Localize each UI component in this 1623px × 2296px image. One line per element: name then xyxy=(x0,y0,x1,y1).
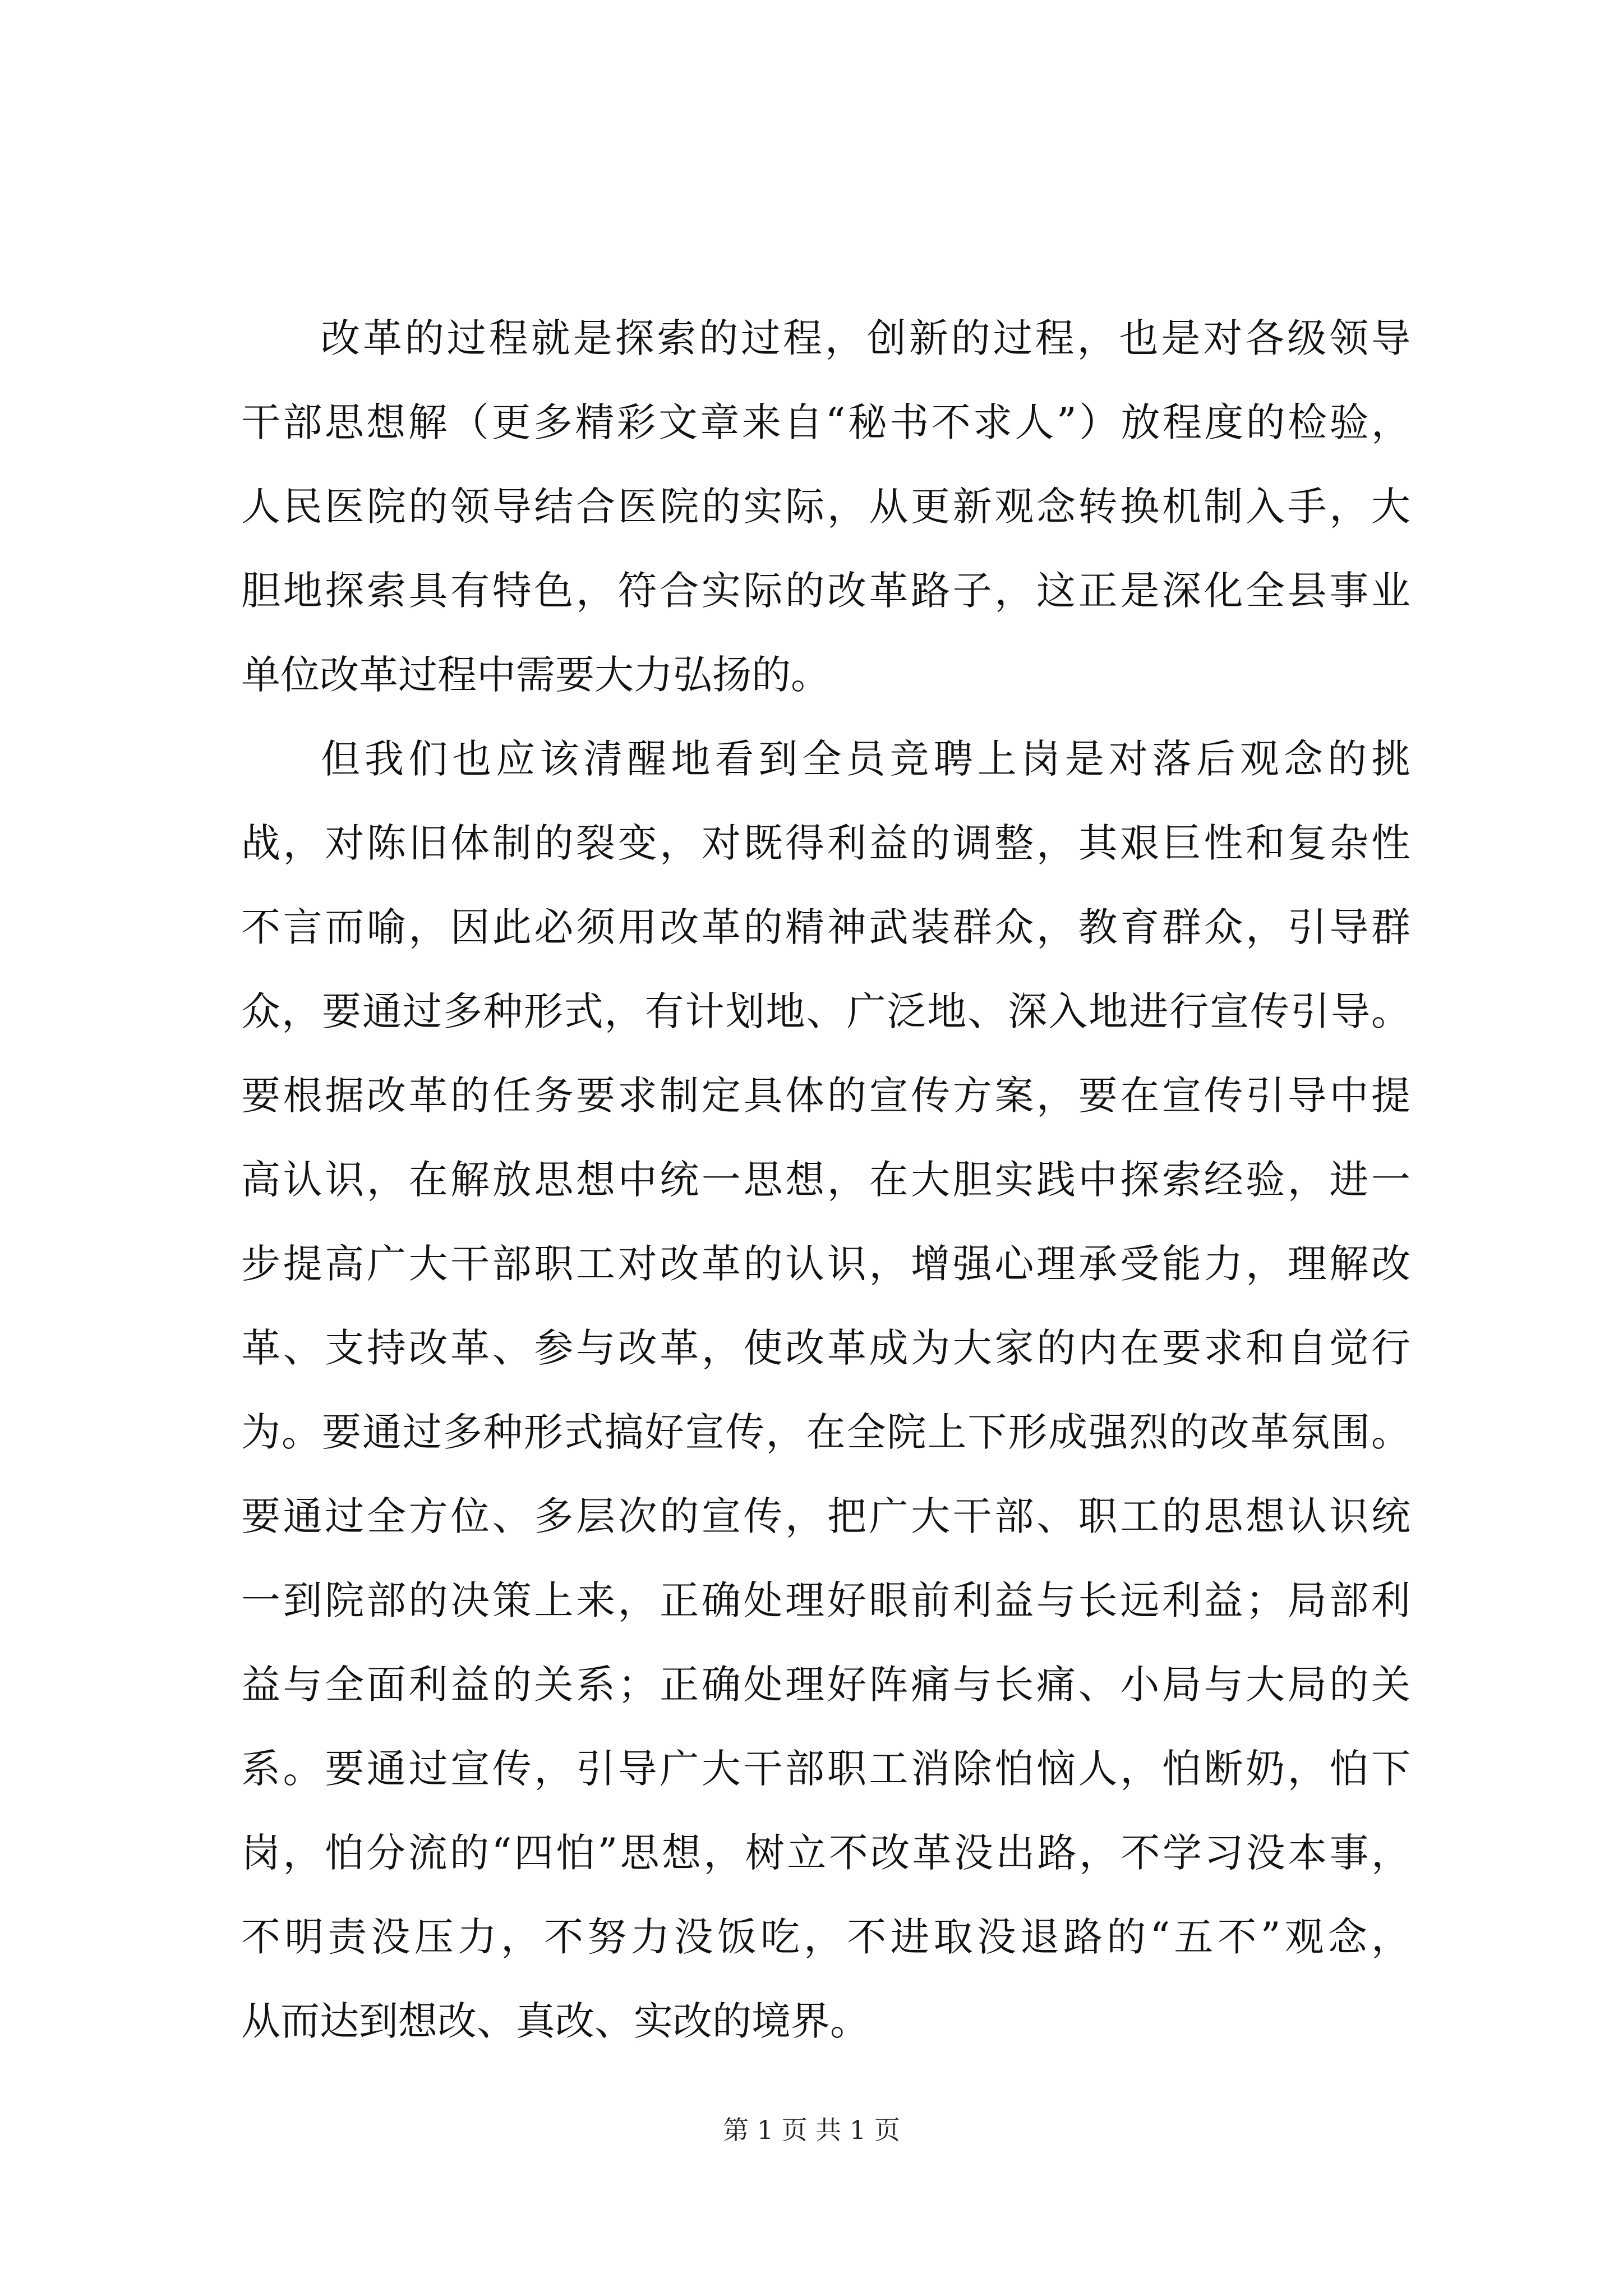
page-footer: 第 1 页 共 1 页 xyxy=(723,2115,900,2145)
document-body xyxy=(241,296,1410,2063)
paragraph-2-line-12: 益与全面利益的关系；正确处理好阵痛与长痛、小局与大局的关 xyxy=(241,1662,1410,1708)
paragraph-2-line-3: 不言而喻，因此必须用改革的精神武装群众，教育群众，引导群 xyxy=(241,904,1410,950)
paragraph-2-line-7: 步提高广大干部职工对改革的认识，增强心理承受能力，理解改 xyxy=(241,1241,1410,1287)
paragraph-2-line-16: 从而达到想改、真改、实改的境界。 xyxy=(241,1998,869,2044)
paragraph-1-line-4: 胆地探索具有特色，符合实际的改革路子，这正是深化全县事业 xyxy=(241,568,1410,614)
paragraph-2-line-9: 为。要通过多种形式搞好宣传，在全院上下形成强烈的改革氛围。 xyxy=(241,1409,1410,1455)
paragraph-2-line-6: 高认识，在解放思想中统一思想，在大胆实践中探索经验，进一 xyxy=(241,1157,1410,1203)
paragraph-2-line-10: 要通过全方位、多层次的宣传，把广大干部、职工的思想认识统 xyxy=(241,1493,1410,1539)
paragraph-2-line-13: 系。要通过宣传，引导广大干部职工消除怕恼人，怕断奶，怕下 xyxy=(241,1746,1410,1792)
paragraph-1-line-1: 改革的过程就是探索的过程，创新的过程，也是对各级领导 xyxy=(321,315,1410,361)
paragraph-1-line-2: 干部思想解（更多精彩文章来自“秘书不求人”）放程度的检验， xyxy=(241,399,1410,445)
paragraph-2-line-8: 革、支持改革、参与改革，使改革成为大家的内在要求和自觉行 xyxy=(241,1325,1410,1371)
paragraph-2-line-2: 战，对陈旧体制的裂变，对既得利益的调整，其艰巨性和复杂性 xyxy=(241,820,1410,866)
paragraph-2-line-14: 岗，怕分流的“四怕”思想，树立不改革没出路，不学习没本事， xyxy=(241,1830,1410,1876)
paragraph-1-line-3: 人民医院的领导结合医院的实际，从更新观念转换机制入手，大 xyxy=(241,484,1410,530)
paragraph-1-line-5: 单位改革过程中需要大力弘扬的。 xyxy=(241,652,830,698)
paragraph-2-line-1: 但我们也应该清醒地看到全员竞聘上岗是对落后观念的挑 xyxy=(321,736,1410,782)
paragraph-2-line-4: 众，要通过多种形式，有计划地、广泛地、深入地进行宣传引导。 xyxy=(241,988,1410,1034)
paragraph-2-line-11: 一到院部的决策上来，正确处理好眼前利益与长远利益；局部利 xyxy=(241,1577,1410,1623)
paragraph-2-line-15: 不明责没压力，不努力没饭吃，不进取没退路的“五不”观念， xyxy=(241,1914,1410,1960)
paragraph-2-line-5: 要根据改革的任务要求制定具体的宣传方案，要在宣传引导中提 xyxy=(241,1073,1410,1119)
